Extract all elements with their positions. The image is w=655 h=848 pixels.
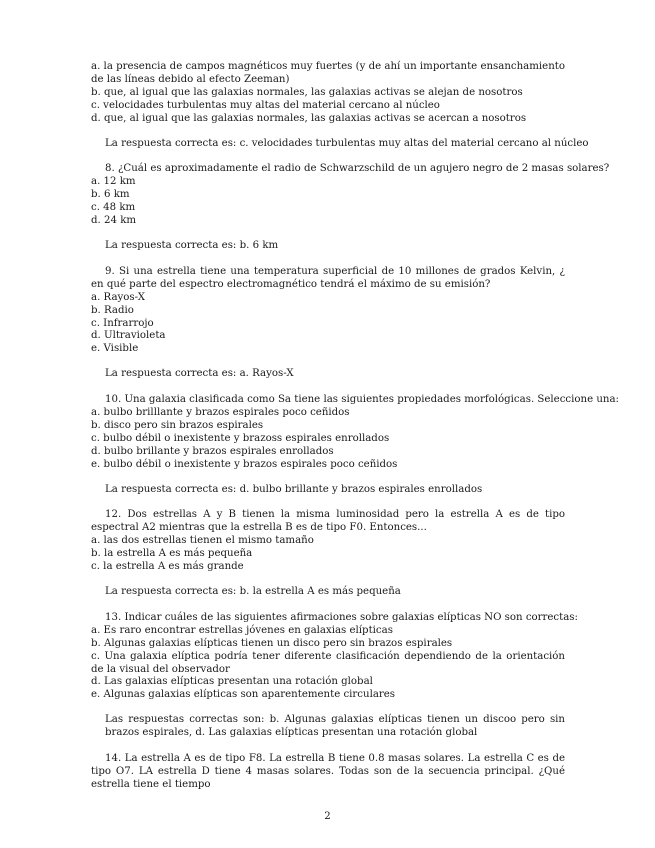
option-e: e. Algunas galaxias elípticas son aparentemente circulares — [91, 689, 396, 701]
option-c: c. velocidades turbulentas muy altas del material cercano al núcleo — [91, 99, 440, 111]
answer: Las respuestas correctas son: b. Algunas galaxias elípticas tienen un discoo pero sin brazos espirales, d. Las galaxias elípticas presentan una rotación global — [105, 714, 565, 739]
answer: La respuesta correcta es: c. velocidades turbulentas muy altas del material cercano al núcleo — [105, 137, 589, 149]
answer: La respuesta correcta es: a. Rayos-X — [105, 368, 294, 380]
option-a: a. Es raro encontrar estrellas jóvenes en galaxias elípticas — [91, 624, 393, 636]
option-c: c. 48 km — [91, 202, 136, 214]
option-c: c. Infrarrojo — [91, 317, 154, 329]
page-number: 2 — [324, 811, 331, 822]
option-b: b. Radio — [91, 304, 134, 316]
option-a: a. las dos estrellas tienen el mismo tamaño — [91, 535, 314, 547]
option-d: d. que, al igual que las galaxias normales, las galaxias activas se acercan a nosotros — [91, 112, 527, 124]
answer: La respuesta correcta es: b. 6 km — [105, 239, 279, 251]
option-b: b. disco pero sin brazos espirales — [91, 419, 264, 431]
option-b: b. Algunas galaxias elípticas tienen un disco pero sin brazos espirales — [91, 637, 453, 649]
question-12 — [91, 509, 565, 598]
option-e: e. bulbo débil o inexistente y brazos espirales poco ceñidos — [91, 458, 398, 470]
option-d: d. Ultravioleta — [91, 330, 166, 342]
top-block — [91, 61, 589, 150]
option-a: a. 12 km — [91, 176, 136, 188]
option-a: a. Rayos-X — [91, 291, 145, 303]
option-a: a. la presencia de campos magnéticos muy fuertes (y de ahí un importante ensanchamiento de las líneas debido al efecto Zeeman) — [91, 61, 565, 85]
question-10 — [91, 394, 619, 496]
question-text: 9. Si una estrella tiene una temperatura superficial de 10 millones de grados Kelvin, ¿ en qué parte del espectro electromagnético tendrá el máximo de su emisión? — [91, 265, 565, 290]
option-c: c. bulbo débil o inexistente y brazoss espirales enrollados — [91, 432, 390, 444]
option-e: e. Visible — [91, 343, 139, 355]
option-d: d. 24 km — [91, 215, 137, 227]
option-d: d. Las galaxias elípticas presentan una rotación global — [91, 676, 373, 688]
option-c: c. Una galaxia elíptica podría tener diferente clasificación dependiendo de la orientación de la visual del observador — [91, 650, 565, 675]
option-b: b. la estrella A es más pequeña — [91, 548, 253, 560]
page-body — [91, 61, 619, 792]
question-8 — [91, 163, 610, 252]
question-9 — [91, 266, 565, 381]
question-text: 12. Dos estrellas A y B tienen la misma luminosidad pero la estrella A es de tipo espectral A2 mientras que la estrella B es de tipo F0. Entonces... — [91, 509, 565, 534]
option-c: c. la estrella A es más grande — [91, 561, 244, 573]
question-text: 8. ¿Cuál es aproximadamente el radio de Schwarzschild de un agujero negro de 2 masas solares? — [105, 163, 610, 175]
question-text: 10. Una galaxia clasificada como Sa tiene las siguientes propiedades morfológicas. Seleccione una: — [105, 394, 619, 406]
question-13 — [91, 611, 578, 740]
question-text: 13. Indicar cuáles de las siguientes afirmaciones sobre galaxias elípticas NO son correctas: — [105, 611, 578, 623]
option-d: d. bulbo brillante y brazos espirales enrollados — [91, 445, 334, 457]
question-text: 14. La estrella A es de tipo F8. La estrella B tiene 0.8 masas solares. La estrella C es de tipo O7. LA estrella D tiene 4 masas solares. Todas son de la secuencia principal. ¿Qué estrella tiene el tiempo — [91, 753, 565, 790]
answer: La respuesta correcta es: b. la estrella A es más pequeña — [105, 586, 401, 597]
option-b: b. 6 km — [91, 189, 130, 201]
question-14 — [91, 753, 565, 792]
option-a: a. bulbo brilllante y brazos espirales poco ceñidos — [91, 407, 350, 419]
answer: La respuesta correcta es: d. bulbo brillante y brazos espirales enrollados — [105, 483, 483, 495]
option-b: b. que, al igual que las galaxias normales, las galaxias activas se alejan de nosotros — [91, 86, 523, 98]
